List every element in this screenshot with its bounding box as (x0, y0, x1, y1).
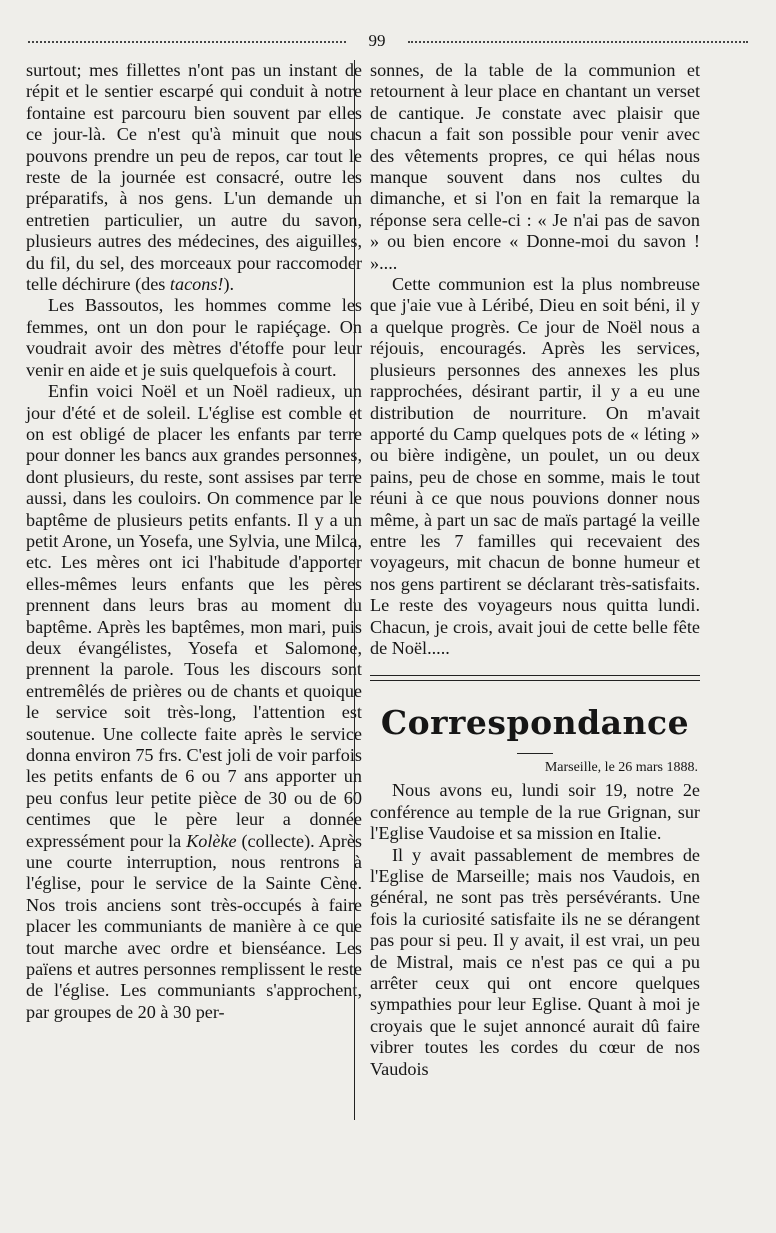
section-divider (370, 675, 700, 681)
title-dash (517, 753, 553, 754)
left-column (26, 60, 362, 1023)
left-paragraph-3-italic: Kolèke (186, 830, 237, 851)
left-paragraph-3-end: (collecte). Après une courte interruption, nous rentrons à l'église, pour le service de la Sainte Cène. Nos trois anciens sont très-occupés à faire placer les communiants de manière à ce que tout marche avec ordre et bienséance. Les païens et autres personnes remplissent le reste de l'église. Les communiants s'approchent, par groupes de 20 à 30 per- (26, 830, 362, 1022)
header-rule-right (408, 41, 748, 43)
page-number: 99 (368, 31, 386, 50)
right-column (370, 60, 700, 1080)
left-paragraph-1-end: ). (223, 274, 235, 295)
left-paragraph-1 (26, 60, 362, 295)
right-paragraph-1: sonnes, de la table de la communion et retournent à leur place en chantant un verset de cantique. Je constate avec plaisir que chacun a fait son possible pour venir avec des vêtements propres, ce qui hélas nous manque souvent dans nos cultes du dimanche, et si l'on en fait la remarque la réponse sera celle-ci : « Je n'ai pas de savon » ou bien encore « Donne-moi du savon ! ».... (370, 60, 700, 273)
left-paragraph-1-italic: tacons! (169, 274, 224, 295)
right-paragraph-2: Cette communion est la plus nombreuse que j'aie vue à Léribé, Dieu en soit béni, il y a quelque progrès. Ce jour de Noël nous a réjouis, encouragés. Après les services, plusieurs personnes des annexes les plus rapprochées, désirant partir, il y a eu une distribution de nourriture. On m'avait apporté du Camp quelques pots de « léting » ou bière indigène, un poulet, un ou deux pains, peu de chose en somme, mais le tout réuni à ce que nous pouvions donner nous même, à part un sac de maïs partagé la veille entre les 7 familles qui recevaient des voyageurs, mit chacun de bonne humeur et nos gens partirent se déclarant très-satisfaits. Le reste des voyageurs nous quitta lundi. Chacun, je crois, avait joui de cette belle fête de Noël..... (370, 274, 700, 658)
left-paragraph-3-text: Enfin voici Noël et un Noël radieux, un jour d'été et de soleil. L'église est comble et on est obligé de placer les enfants par terre pour donner les bancs aux grandes personnes, dont plusieurs, du reste, sont assises par terre aussi, dans les couloirs. On commence par le baptême de plusieurs petits enfants. Il y a un petit Arone, un Yosefa, une Sylvia, une Milca, etc. Les mères ont ici l'habitude d'apporter elles-mêmes leurs enfants que les pères prennent dans leurs bras au moment du baptême. Après les baptêmes, mon mari, puis deux évangélistes, Yosefa et Salomone, prennent la parole. Tous les discours sont entremêlés de prières ou de chants et quoique le service soit très-long, l'attention est soutenue. Une collecte faite après le service donna environ 75 frs. C'est joli de voir parfois les petits enfants de 6 ou 7 ans apporter un peu confus leur petite pièce de 30 ou de 60 centimes que le père leur a donnée expressément pour la (26, 381, 362, 851)
page-header (28, 30, 748, 52)
left-paragraph-2: Les Bassoutos, les hommes comme les femmes, ont un don pour le rapiéçage. On voudrait avoir des mètres d'étoffe pour leur venir en aide et je suis quelquefois à court. (26, 295, 362, 380)
section-title: Correspondance (380, 703, 690, 743)
right-paragraph-3: Nous avons eu, lundi soir 19, notre 2e conférence au temple de la rue Grignan, sur l'Eglise Vaudoise et sa mission en Italie. (370, 780, 700, 844)
left-paragraph-1-text: surtout; mes fillettes n'ont pas un instant de répit et le sentier escarpé qui conduit à notre fontaine est parcouru bien souvent par elles ce jour-là. Ce n'est qu'à minuit que nous pouvons prendre un peu de repos, car tout le reste de la journée est consacré, outre les préparatifs, à nos gens. L'un demande un entretien particulier, un autre du savon, plusieurs autres des médecines, des aiguilles, du fil, du sel, des morceaux pour raccomoder telle déchirure (des (26, 60, 362, 295)
left-paragraph-3 (26, 381, 362, 1023)
header-rule-left (28, 41, 346, 43)
dateline: Marseille, le 26 mars 1888. (544, 760, 698, 776)
right-paragraph-4: Il y avait passablement de membres de l'Eglise de Marseille; mais nos Vaudois, en général, ne sont pas très persévérants. Une fois la curiosité satisfaite ils ne se dérangent pas pour si peu. Il y avait, il est vrai, un peu de Mistral, mais ce n'est pas ce qui a pu arrêter ceux qui ont encore quelques sympathies pour leur Eglise. Quant à moi je croyais que le sujet annoncé aurait dû faire vibrer toutes les cordes du cœur de nos Vaudois (370, 844, 700, 1079)
column-divider (354, 60, 355, 1120)
